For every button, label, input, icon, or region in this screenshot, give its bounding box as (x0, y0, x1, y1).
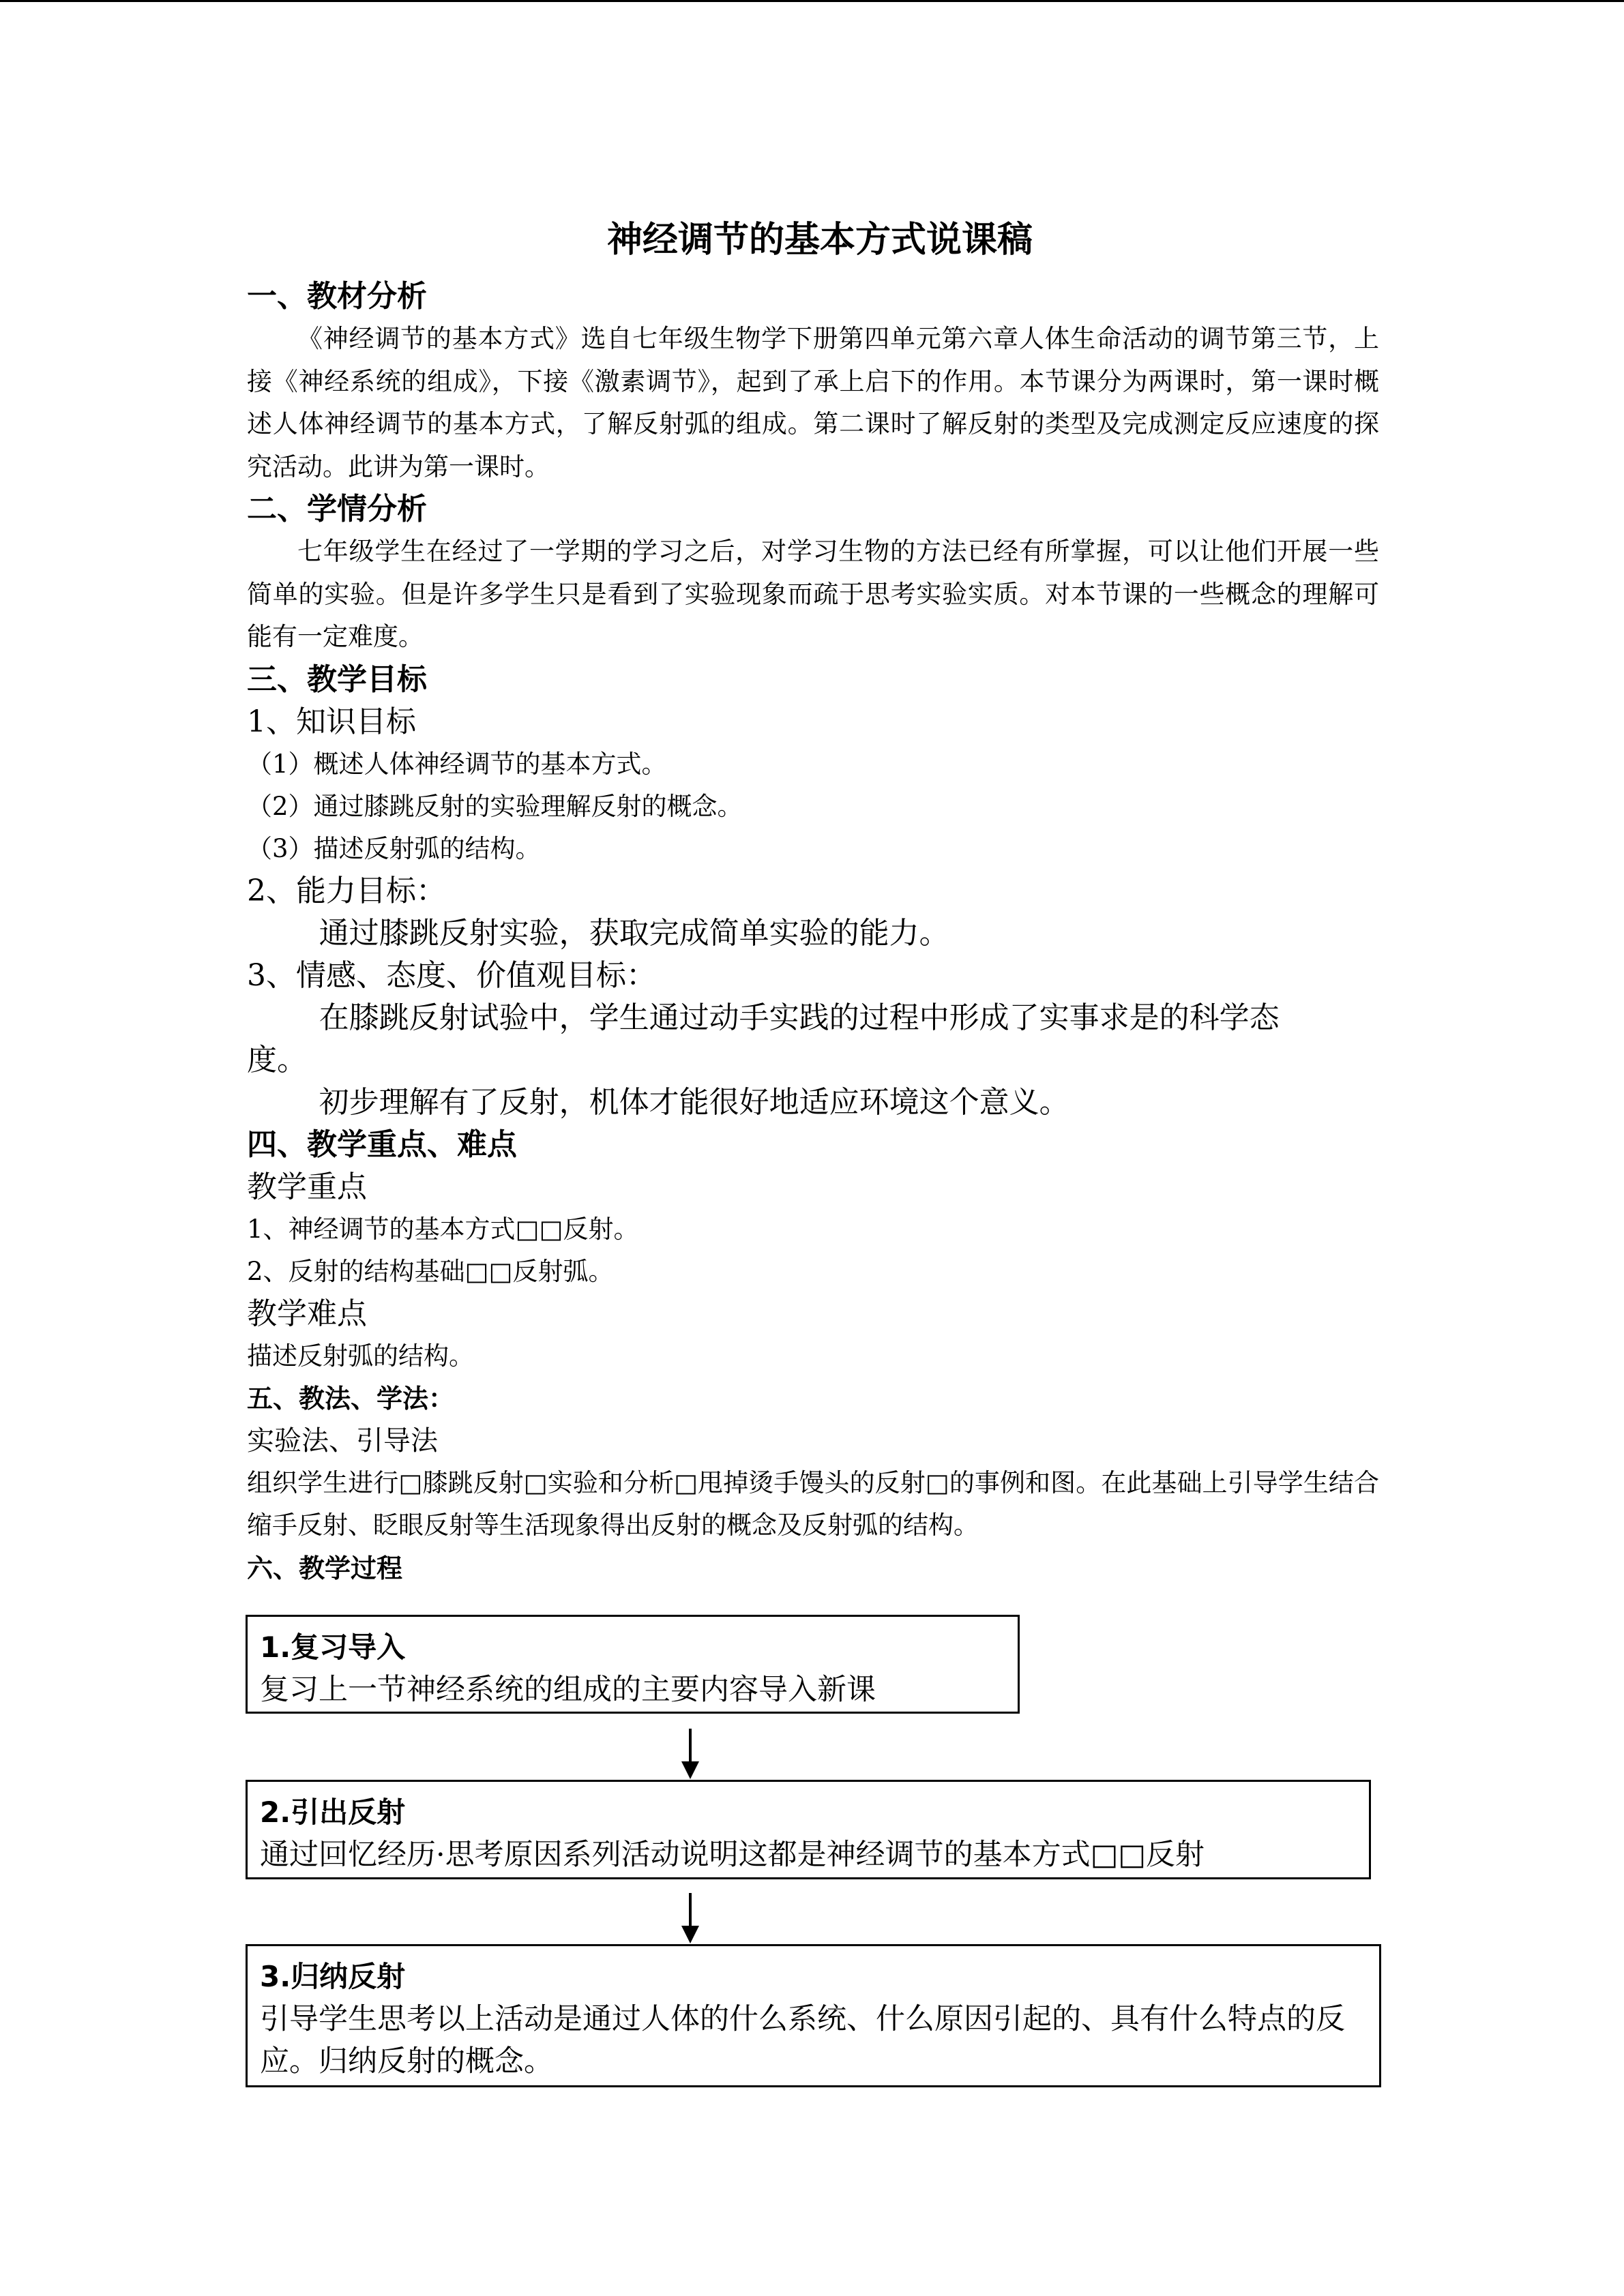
ability-goals-title: 2、能力目标： (247, 873, 446, 908)
arrow-down-icon (681, 1926, 699, 1943)
knowledge-goal-item: （3）描述反射弧的结构。 (247, 833, 541, 863)
methods-paragraph: 组织学生进行□膝跳反射□实验和分析□甩掉烫手馒头的反射□的事例和图。在此基础上引导学生结合缩手反射、眨眼反射等生活现象得出反射的概念及反射弧的结构。 (247, 1467, 1379, 1540)
key-points-title: 教学重点 (247, 1169, 367, 1204)
emotion-goals-title: 3、情感、态度、价值观目标： (247, 957, 656, 993)
process-step-title: 2.引出反射 (260, 1795, 406, 1829)
process-step-body: 复习上一节神经系统的组成的主要内容导入新课 (260, 1673, 876, 1707)
key-point-item: 2、反射的结构基础□□反射弧。 (247, 1256, 614, 1286)
process-step-box (246, 1944, 1381, 2087)
process-step-body: 引导学生思考以上活动是通过人体的什么系统、什么原因引起的、具有什么特点的反应。归纳反射的概念。 (260, 2002, 1345, 2078)
process-step-box (246, 1780, 1371, 1879)
student-analysis-paragraph: 七年级学生在经过了一学期的学习之后，对学习生物的方法已经有所掌握，可以让他们开展一些简单的实验。但是许多学生只是看到了实验现象而疏于思考实验实质。对本节课的一些概念的理解可能有一定难度。 (247, 537, 1379, 651)
key-point-item: 1、神经调节的基本方式□□反射。 (247, 1214, 639, 1244)
section-heading-student-analysis: 二、学情分析 (247, 492, 427, 526)
page-top-border (0, 0, 1624, 2)
knowledge-goal-item: （2）通过膝跳反射的实验理解反射的概念。 (247, 791, 743, 821)
section-heading-key-difficult-points: 四、教学重点、难点 (247, 1127, 517, 1162)
difficult-points-title: 教学难点 (247, 1296, 367, 1331)
flow-arrow-line (689, 1893, 692, 1927)
section-heading-methods: 五、教法、学法： (247, 1383, 455, 1414)
textbook-analysis-paragraph: 《神经调节的基本方式》选自七年级生物学下册第四单元第六章人体生命活动的调节第三节，上接《神经系统的组成》，下接《激素调节》，起到了承上启下的作用。本节课分为两课时，第一课时概述人体神经调节的基本方式，了解反射弧的组成。第二课时了解反射的类型及完成测定反应速度的探究活动。此讲为第一课时。 (247, 324, 1379, 481)
knowledge-goal-item: （1）概述人体神经调节的基本方式。 (247, 749, 667, 779)
section-heading-teaching-process: 六、教学过程 (247, 1553, 403, 1583)
ability-goals-body: 通过膝跳反射实验，获取完成简单实验的能力。 (319, 915, 949, 951)
flow-arrow-line (689, 1729, 692, 1763)
process-step-title: 1.复习导入 (260, 1630, 406, 1664)
emotion-goals-body-1: 在膝跳反射试验中，学生通过动手实践的过程中形成了实事求是的科学态度。 (247, 1000, 1280, 1077)
section-heading-teaching-goals: 三、教学目标 (247, 661, 427, 697)
arrow-down-icon (681, 1761, 699, 1779)
emotion-goals-body-2: 初步理解有了反射，机体才能很好地适应环境这个意义。 (319, 1084, 1069, 1120)
process-step-body: 通过回忆经历·思考原因系列活动说明这都是神经调节的基本方式□□反射 (260, 1838, 1205, 1872)
difficult-point-body: 描述反射弧的结构。 (247, 1341, 474, 1371)
document-title: 神经调节的基本方式说课稿 (606, 220, 1033, 260)
document-body (247, 205, 1379, 1590)
methods-list: 实验法、引导法 (247, 1425, 438, 1457)
section-heading-textbook-analysis: 一、教材分析 (247, 279, 427, 314)
process-step-title: 3.归纳反射 (260, 1960, 406, 1993)
knowledge-goals-title: 1、知识目标 (247, 704, 416, 739)
process-step-box (246, 1615, 1020, 1714)
